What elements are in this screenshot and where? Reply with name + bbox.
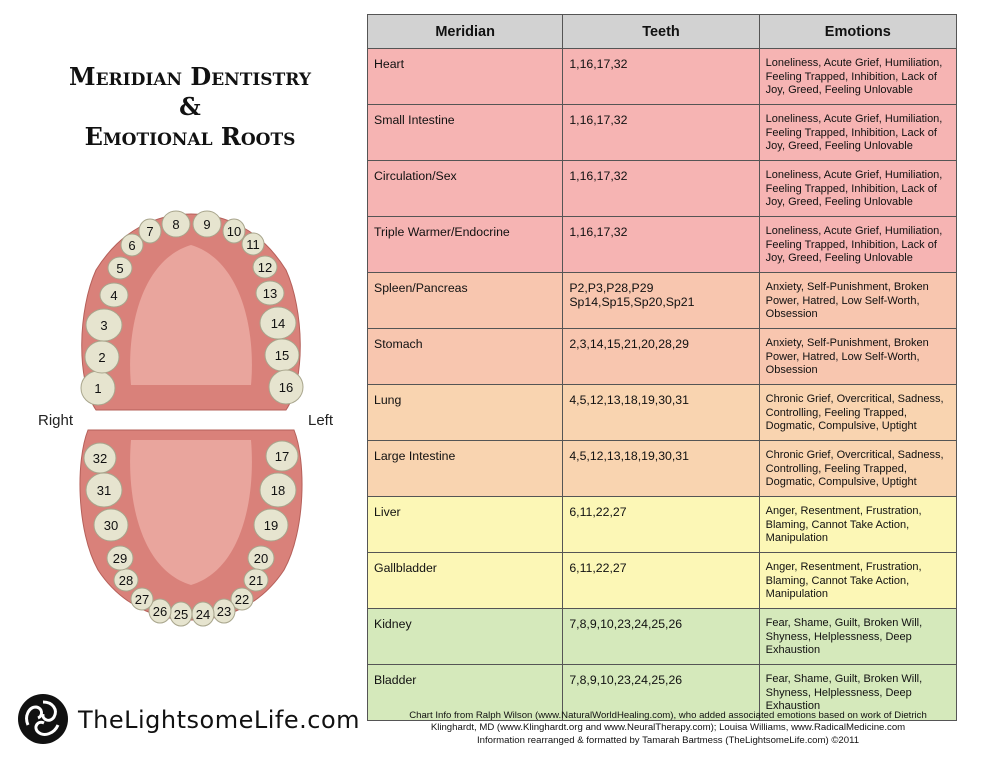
teeth-cell: 1,16,17,32 xyxy=(563,217,759,273)
emotions-cell: Anxiety, Self-Punishment, Broken Power, Hatred, Low Self-Worth, Obsession xyxy=(759,329,956,385)
tooth-number: 10 xyxy=(226,224,242,239)
teeth-diagram xyxy=(36,200,346,640)
tooth-number: 8 xyxy=(172,217,180,232)
tooth-6 xyxy=(121,234,143,256)
tooth-20 xyxy=(248,546,274,570)
table-row xyxy=(368,161,957,217)
meridian-cell: Heart xyxy=(368,49,563,105)
tooth-number: 18 xyxy=(270,483,286,498)
tooth-7 xyxy=(139,219,161,243)
meridian-cell: Gallbladder xyxy=(368,553,563,609)
tooth-number: 16 xyxy=(278,380,294,395)
emotions-cell: Chronic Grief, Overcritical, Sadness, Controlling, Feeling Trapped, Dogmatic, Compulsive, Uptight xyxy=(759,441,956,497)
teeth-cell: P2,P3,P28,P29 Sp14,Sp15,Sp20,Sp21 xyxy=(563,273,759,329)
table-row xyxy=(368,553,957,609)
emotions-cell: Anxiety, Self-Punishment, Broken Power, Hatred, Low Self-Worth, Obsession xyxy=(759,273,956,329)
tooth-number: 4 xyxy=(110,288,118,303)
title-line-3: Emotional Roots xyxy=(84,122,296,151)
emotions-cell: Loneliness, Acute Grief, Humiliation, Feeling Trapped, Inhibition, Lack of Joy, Greed, Feeling Unlovable xyxy=(759,161,956,217)
tooth-4 xyxy=(100,283,128,307)
tooth-number: 32 xyxy=(92,451,108,466)
footer-line-3: Information rearranged & formatted by Tamarah Bartmess (TheLightsomeLife.com) ©2011 xyxy=(476,734,860,746)
table-row xyxy=(368,609,957,665)
tooth-number: 12 xyxy=(257,260,273,275)
tooth-number: 31 xyxy=(96,483,112,498)
tooth-13 xyxy=(256,281,284,305)
teeth-cell: 7,8,9,10,23,24,25,26 xyxy=(563,665,759,721)
teeth-cell: 4,5,12,13,18,19,30,31 xyxy=(563,385,759,441)
teeth-cell: 1,16,17,32 xyxy=(563,161,759,217)
meridian-cell: Liver xyxy=(368,497,563,553)
tooth-number: 2 xyxy=(98,350,106,365)
tooth-number: 11 xyxy=(246,237,260,252)
swirl-logo-icon xyxy=(16,692,70,746)
table-row xyxy=(368,49,957,105)
teeth-diagram-svg xyxy=(36,200,346,640)
tooth-number: 6 xyxy=(128,238,136,253)
chart-title xyxy=(40,62,340,152)
tooth-number: 14 xyxy=(270,316,286,331)
table-row xyxy=(368,329,957,385)
tooth-25 xyxy=(170,602,192,626)
tooth-24 xyxy=(192,602,214,626)
table-row xyxy=(368,105,957,161)
table-row xyxy=(368,217,957,273)
meridian-cell: Large Intestine xyxy=(368,441,563,497)
emotions-cell: Loneliness, Acute Grief, Humiliation, Feeling Trapped, Inhibition, Lack of Joy, Greed, Feeling Unlovable xyxy=(759,217,956,273)
brand-name: TheLightsomeLife.com xyxy=(78,706,361,734)
emotions-cell: Anger, Resentment, Frustration, Blaming, Cannot Take Action, Manipulation xyxy=(759,497,956,553)
teeth-cell: 1,16,17,32 xyxy=(563,49,759,105)
tooth-29 xyxy=(107,546,133,570)
title-line-1: Meridian Dentistry xyxy=(69,62,311,91)
header-teeth: Teeth xyxy=(563,15,759,49)
emotions-cell: Chronic Grief, Overcritical, Sadness, Controlling, Feeling Trapped, Dogmatic, Compulsive, Uptight xyxy=(759,385,956,441)
tooth-number: 3 xyxy=(100,318,108,333)
tooth-number: 19 xyxy=(263,518,279,533)
tooth-number: 9 xyxy=(203,217,211,232)
tooth-number: 24 xyxy=(195,607,211,622)
table-header-row xyxy=(368,15,957,49)
tooth-number: 21 xyxy=(248,573,264,588)
table-row xyxy=(368,497,957,553)
tooth-18 xyxy=(260,473,296,507)
tooth-number: 17 xyxy=(274,449,290,464)
header-emotions: Emotions xyxy=(759,15,956,49)
tooth-number: 5 xyxy=(116,261,124,276)
tooth-2 xyxy=(85,341,119,373)
tooth-27 xyxy=(131,588,153,610)
emotions-cell: Fear, Shame, Guilt, Broken Will, Shyness, Helplessness, Deep Exhaustion xyxy=(759,609,956,665)
table-row xyxy=(368,441,957,497)
tooth-number: 25 xyxy=(173,607,189,622)
emotions-cell: Loneliness, Acute Grief, Humiliation, Feeling Trapped, Inhibition, Lack of Joy, Greed, Feeling Unlovable xyxy=(759,105,956,161)
tooth-14 xyxy=(260,307,296,339)
tooth-number: 1 xyxy=(94,381,102,396)
left-label: Left xyxy=(308,412,334,429)
tooth-number: 27 xyxy=(134,592,150,607)
tooth-28 xyxy=(114,569,138,591)
tooth-number: 28 xyxy=(118,573,134,588)
teeth-cell: 6,11,22,27 xyxy=(563,497,759,553)
teeth-cell: 1,16,17,32 xyxy=(563,105,759,161)
brand-logo xyxy=(16,692,376,752)
emotions-cell: Anger, Resentment, Frustration, Blaming, Cannot Take Action, Manipulation xyxy=(759,553,956,609)
table-row xyxy=(368,273,957,329)
header-meridian: Meridian xyxy=(368,15,563,49)
meridian-cell: Stomach xyxy=(368,329,563,385)
footer-line-2: Klinghardt, MD (www.Klinghardt.org and www.NeuralTherapy.com); Louisa Williams, www.RadicalMedicine.com xyxy=(430,722,906,734)
tooth-number: 30 xyxy=(103,518,119,533)
meridian-cell: Spleen/Pancreas xyxy=(368,273,563,329)
teeth-cell: 2,3,14,15,21,20,28,29 xyxy=(563,329,759,385)
footer-line-1: Chart Info from Ralph Wilson (www.NaturalWorldHealing.com), who added associated emotions based on work of Dietrich xyxy=(409,710,927,721)
tooth-17 xyxy=(266,441,298,471)
tooth-number: 7 xyxy=(146,224,154,239)
tooth-19 xyxy=(254,509,288,541)
emotions-cell: Loneliness, Acute Grief, Humiliation, Feeling Trapped, Inhibition, Lack of Joy, Greed, Feeling Unlovable xyxy=(759,49,956,105)
emotions-cell: Fear, Shame, Guilt, Broken Will, Shyness, Helplessness, Deep Exhaustion xyxy=(759,665,956,721)
right-label: Right xyxy=(38,412,74,429)
tooth-8 xyxy=(162,211,190,237)
tooth-31 xyxy=(86,473,122,507)
meridian-cell: Lung xyxy=(368,385,563,441)
tooth-15 xyxy=(265,339,299,371)
credits-footer xyxy=(368,710,968,747)
meridian-cell: Bladder xyxy=(368,665,563,721)
tooth-number: 13 xyxy=(262,286,278,301)
meridian-cell: Circulation/Sex xyxy=(368,161,563,217)
tooth-1 xyxy=(81,371,115,405)
tooth-11 xyxy=(242,233,264,255)
tooth-23 xyxy=(213,599,235,623)
tooth-9 xyxy=(193,211,221,237)
tooth-number: 15 xyxy=(274,348,290,363)
tooth-5 xyxy=(108,257,132,279)
teeth-cell: 6,11,22,27 xyxy=(563,553,759,609)
teeth-cell: 7,8,9,10,23,24,25,26 xyxy=(563,609,759,665)
tooth-32 xyxy=(84,443,116,473)
title-line-2: & xyxy=(179,92,201,121)
tooth-number: 20 xyxy=(253,551,269,566)
tooth-number: 22 xyxy=(234,592,250,607)
meridian-cell: Small Intestine xyxy=(368,105,563,161)
tooth-number: 29 xyxy=(112,551,128,566)
tooth-number: 26 xyxy=(152,604,168,619)
tooth-10 xyxy=(223,219,245,243)
meridian-table xyxy=(367,14,957,721)
tooth-21 xyxy=(244,569,268,591)
teeth-cell: 4,5,12,13,18,19,30,31 xyxy=(563,441,759,497)
tooth-number: 23 xyxy=(216,604,232,619)
tooth-12 xyxy=(253,256,277,278)
meridian-cell: Kidney xyxy=(368,609,563,665)
table-row xyxy=(368,385,957,441)
tooth-3 xyxy=(86,309,122,341)
tooth-16 xyxy=(269,370,303,404)
meridian-cell: Triple Warmer/Endocrine xyxy=(368,217,563,273)
tooth-30 xyxy=(94,509,128,541)
